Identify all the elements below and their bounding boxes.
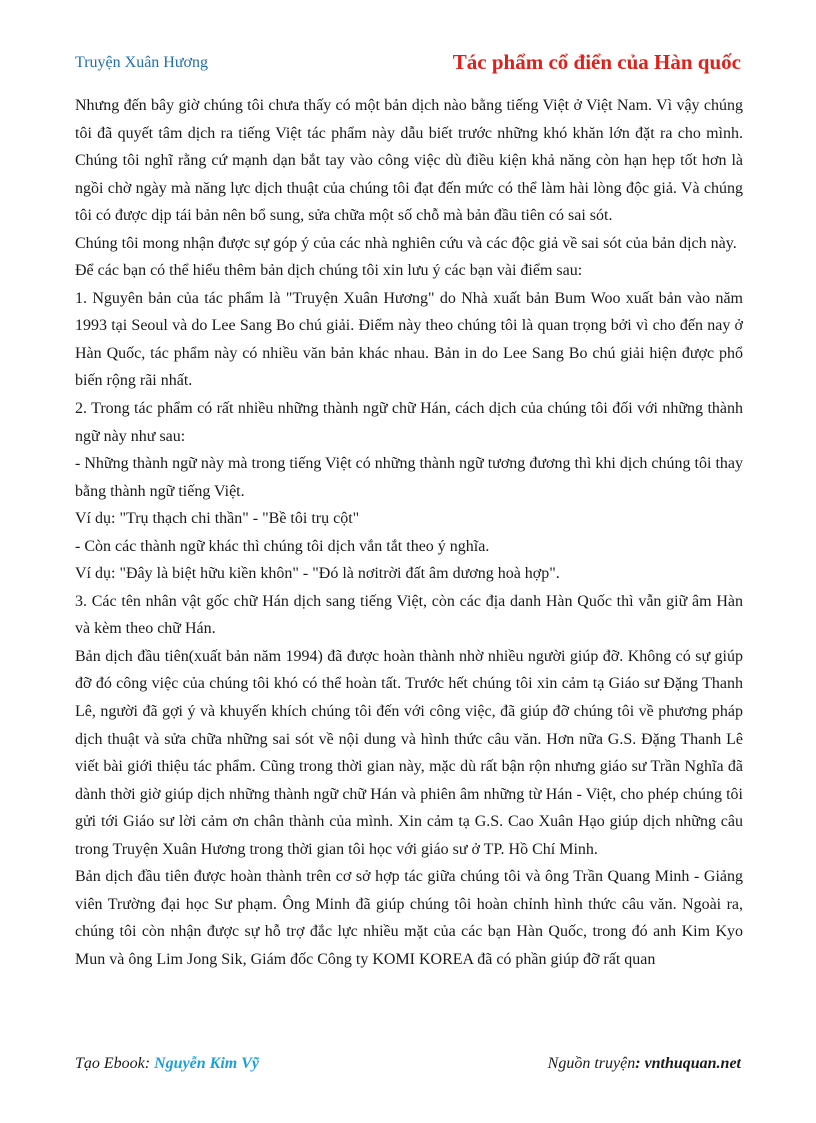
ebook-creator-name: Nguyễn Kim Vỹ [154,1055,259,1072]
paragraph: - Những thành ngữ này mà trong tiếng Việt có những thành ngữ tương đương thì khi dịch chúng tôi thay bằng thành ngữ tiếng Việt. [75,455,743,500]
paragraph: Ví dụ: "Đây là biệt hữu kiền khôn" - "Đó là nơitrời đất âm dương hoà hợp". [75,565,560,583]
source-credit-label: Nguồn truyện [547,1055,636,1072]
paragraph: Bản dịch đầu tiên(xuất bản năm 1994) đã được hoàn thành nhờ nhiều người giúp đỡ. Không có sự giúp đỡ đó công việc của chúng tôi khó có thể hoàn tất. Trước hết chúng tôi xin cảm tạ Giáo sư Đặng Thanh Lê, người đã gợi ý và khuyến khích chúng tôi đến với công việc, đã giúp đỡ chúng tôi về phương pháp dịch thuật và sửa chữa những sai sót về nội dung và hình thức câu văn. Hơn nữa G.S. Đặng Thanh Lê viết bài giới thiệu tác phẩm. Cũng trong thời gian này, mặc dù rất bận rộn nhưng giáo sư Trần Nghĩa đã dành thời giờ giúp dịch những thành ngữ chữ Hán và phiên âm những từ Hán - Việt, cho phép chúng tôi gửi tới Giáo sư lời cảm ơn chân thành của mình. Xin cảm tạ G.S. Cao Xuân Hạo giúp dịch những câu trong Truyện Xuân Hương trong thời gian tôi học với giáo sư ở TP. Hồ Chí Minh. [75,647,743,858]
ebook-credit [75,1055,259,1073]
collection-title: Tác phẩm cổ điển của Hàn quốc [452,50,741,74]
source-site: vnthuquan.net [644,1055,741,1072]
page-footer [75,1055,741,1079]
paragraph: Nhưng đến bây giờ chúng tôi chưa thấy có một bản dịch nào bằng tiếng Việt ở Việt Nam. Vì vậy chúng tôi đã quyết tâm dịch ra tiếng Việt tác phẩm này dẫu biết trước những khó khăn lớn đặt ra cho mình. Chúng tôi nghĩ rằng cứ mạnh dạn bắt tay vào công việc dù điều kiện khả năng còn hạn hẹp tốt hơn là ngồi chờ ngày mà năng lực dịch thuật của chúng tôi đạt đến mức có thể làm hài lòng độc giả. Và chúng tôi có được dịp tái bản nên bổ sung, sửa chữa một số chỗ mà bản đầu tiên có sai sót. [75,97,743,225]
paragraph: - Còn các thành ngữ khác thì chúng tôi dịch vắn tắt theo ý nghĩa. [75,537,490,555]
paragraph: Để các bạn có thể hiểu thêm bản dịch chúng tôi xin lưu ý các bạn vài điểm sau: [75,262,583,280]
ebook-credit-label: Tạo Ebook [75,1055,145,1072]
book-title: Truyện Xuân Hương [75,54,208,71]
paragraph: 1. Nguyên bản của tác phẩm là "Truyện Xuân Hương" do Nhà xuất bản Bum Woo xuất bản vào năm 1993 tại Seoul và do Lee Sang Bo chú giải. Điểm này theo chúng tôi là quan trọng bởi vì cho đến nay ở Hàn Quốc, tác phẩm này có nhiều văn bản khác nhau. Bản in do Lee Sang Bo chú giải hiện được phổ biến rộng rãi nhất. [75,289,743,390]
paragraph: Chúng tôi mong nhận được sự góp ý của các nhà nghiên cứu và các độc giả về sai sót của bản dịch này. [75,234,737,252]
page-header [75,50,741,80]
page-body [75,92,743,974]
paragraph: Bản dịch đầu tiên được hoàn thành trên cơ sở hợp tác giữa chúng tôi và ông Trần Quang Minh - Giảng viên Trường đại học Sư phạm. Ông Minh đã giúp chúng tôi hoàn chỉnh hình thức câu văn. Ngoài ra, chúng tôi còn nhận được sự hỗ trợ đắc lực nhiều mặt của các bạn Hàn Quốc, trong đó anh Kim Kyo Mun và ông Lim Jong Sik, Giám đốc Công ty KOMI KOREA đã có phần giúp đỡ rất quan [75,868,743,968]
paragraph: 3. Các tên nhân vật gốc chữ Hán dịch sang tiếng Việt, còn các địa danh Hàn Quốc thì vẫn giữ âm Hàn và kèm theo chữ Hán. [75,592,743,638]
paragraph: Ví dụ: "Trụ thạch chi thần" - "Bề tôi trụ cột" [75,510,360,528]
source-credit [548,1055,741,1073]
ebook-credit-separator: : [144,1055,155,1072]
paragraph: 2. Trong tác phẩm có rất nhiều những thành ngữ chữ Hán, cách dịch của chúng tôi đối với những thành ngữ này như sau: [75,400,743,445]
source-credit-separator: : [635,1055,645,1072]
